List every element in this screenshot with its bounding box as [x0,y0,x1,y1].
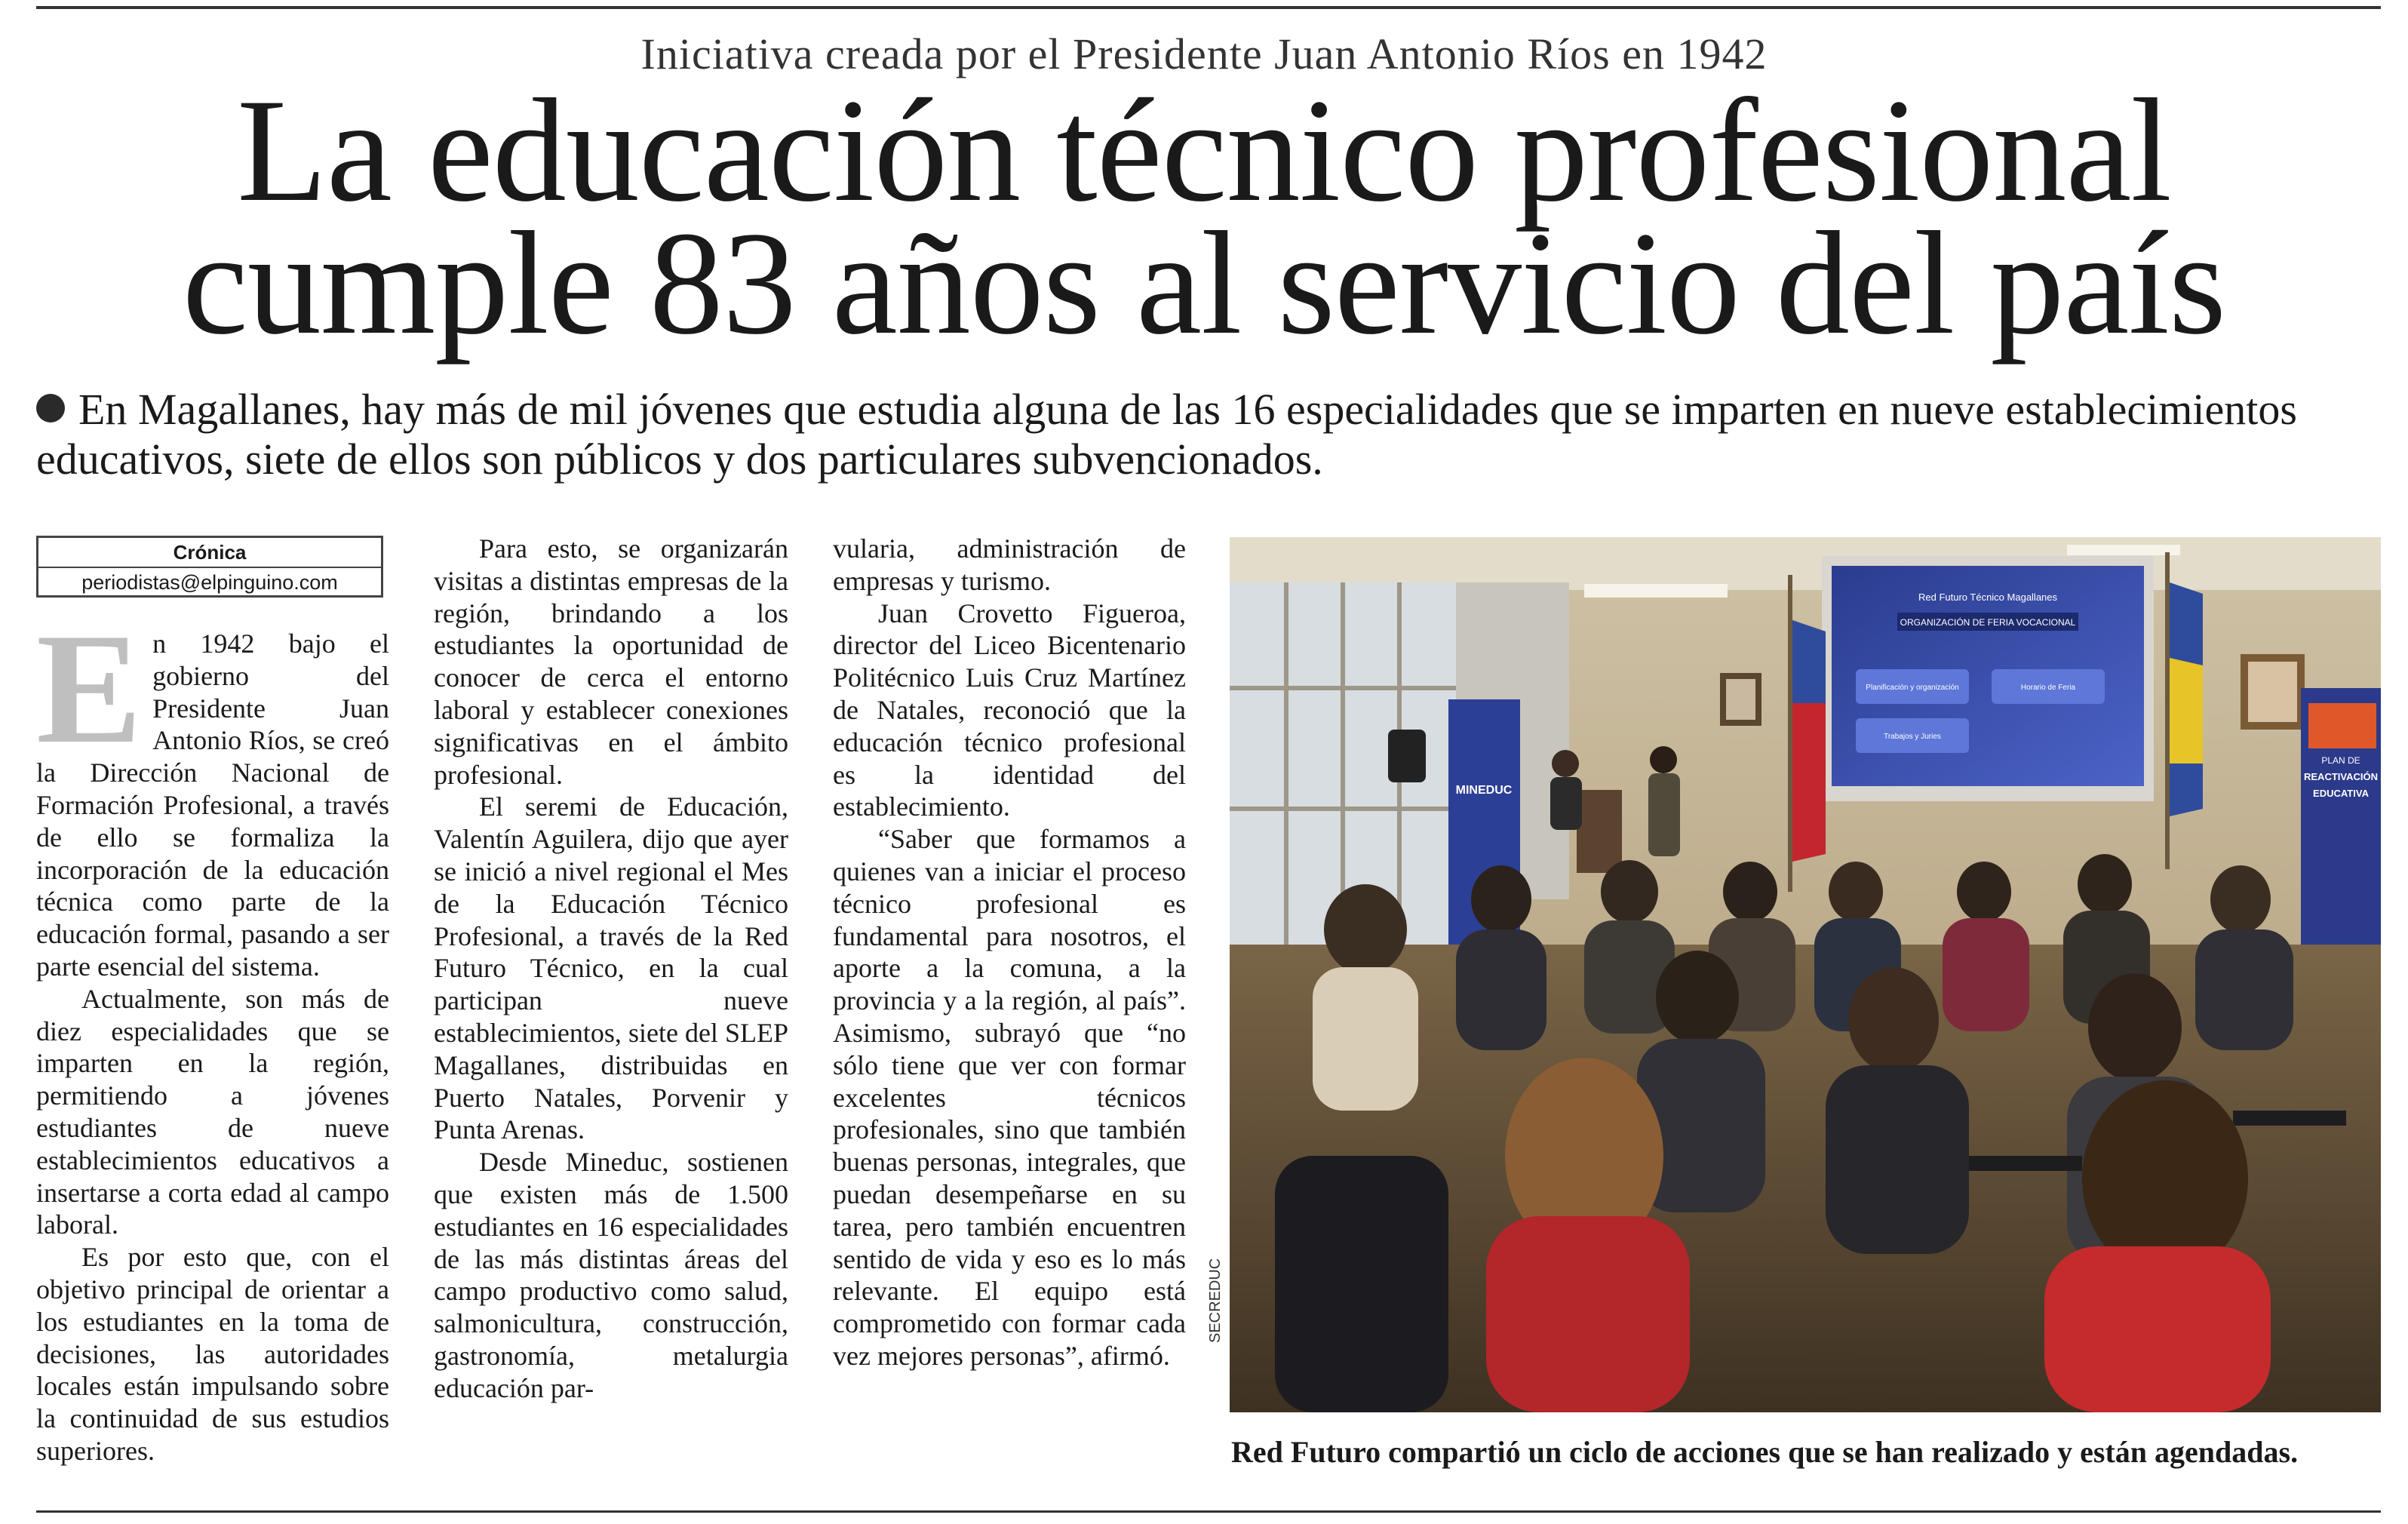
drop-cap: E [36,601,143,776]
subhead [36,385,2360,484]
paragraph: Para esto, se organizarán visitas a distintas empresas de la región, brindando a los estudiantes la oportunidad de conocer de cerca el entorno laboral y establecer conexiones significativas en el ámbito profesional. [434,533,788,790]
banner-left-text: MINEDUC [1455,784,1513,797]
bullet-icon [36,394,65,422]
article-column-3 [833,533,1186,1372]
screen-title: Red Futuro Técnico Magallanes [1918,591,2058,603]
subhead-text: En Magallanes, hay más de mil jóvenes que estudia alguna de las 16 especialidades que se imparten en nueve establecimientos educativos, siete de ellos son públicos y dos particulares subvencionados. [36,385,2297,484]
byline-email[interactable]: periodistas@elpinguino.com [81,571,338,594]
article-column-2 [434,533,788,1405]
paragraph-text: n 1942 bajo el gobierno del Presidente Juan Antonio Ríos, se creó la Dirección Nacional de Formación Profesional, a través de ello se formaliza la incorporación de la educación técnica como parte de la educación formal, pasando a ser parte esencial del sistema. [36,628,389,982]
paragraph [36,601,389,983]
byline-box [36,536,383,598]
photo-caption: Red Futuro compartió un ciclo de acciones que se han realizado y están agendadas. [1231,1435,2299,1469]
headline [0,69,2408,365]
bottom-rule [36,1510,2381,1513]
photo-credit: SECREDUC [1207,1258,1224,1343]
banner-right-line-2: REACTIVACIÓN [2304,771,2378,782]
top-rule [36,6,2381,9]
paragraph: El seremi de Educación, Valentín Aguilera, dijo que ayer se inició a nivel regional el Mes de la Educación Técnico Profesional, a través de la Red Futuro Técnico, en la cual participan nueve establecimientos, siete del SLEP Magallanes, distribuidas en Puerto Natales, Porvenir y Punta Arenas. [434,791,788,1145]
banner-right-line-1: PLAN DE [2321,755,2360,766]
banner-right-line-3: EDUCATIVA [2313,788,2369,799]
screen-item-1: Planificación y organización [1866,684,1959,692]
paragraph: Actualmente, son más de diez especialidades que se imparten en la región, permitiendo a jóvenes estudiantes de nueve establecimientos educativos a insertarse a corta edad al campo laboral. [36,983,389,1240]
headline-line-1: La educación técnico profesional [237,69,2171,232]
screen-banner: ORGANIZACIÓN DE FERIA VOCACIONAL [1900,617,2076,628]
headline-line-2: cumple 83 años al servicio del país [182,201,2226,365]
article-photo [1230,537,2381,1412]
section-label: Crónica [38,538,381,568]
kicker: Iniciativa creada por el Presidente Juan Antonio Ríos en 1942 [640,29,1768,78]
paragraph: Es por esto que, con el objetivo principal de orientar a los estudiantes en la toma de decisiones, las autoridades locales están impulsando sobre la continuidad de sus estudios superiores. [36,1242,389,1466]
screen-item-3: Trabajos y Juries [1884,733,1941,741]
paragraph: “Saber que formamos a quienes van a iniciar el proceso técnico profesional es fundamental para nosotros, el aporte a la comuna, a la provincia y a la región, al país”. Asimismo, subrayó que “no sólo tiene que ver con formar excelentes técnicos profesionales, sino que también buenas personas, integrales, que puedan desempeñarse en su tarea, pero también encuentren sentido de vida y eso es lo más relevante. El equipo está comprometido con formar cada vez mejores personas”, afirmó. [833,824,1186,1371]
paragraph: Juan Crovetto Figueroa, director del Liceo Bicentenario Politécnico Luis Cruz Martínez de Natales, reconoció que la educación técnico profesional es la identidad del establecimiento. [833,598,1186,822]
paragraph: vularia, administración de empresas y turismo. [833,533,1186,596]
paragraph: Desde Mineduc, sostienen que existen más de 1.500 estudiantes en 16 especialidades de las más distintas áreas del campo productivo como salud, salmonicultura, construcción, gastronomía, metalurgia educación par- [434,1147,788,1403]
article-column-1 [36,601,389,1467]
screen-item-2: Horario de Feria [2020,684,2076,692]
